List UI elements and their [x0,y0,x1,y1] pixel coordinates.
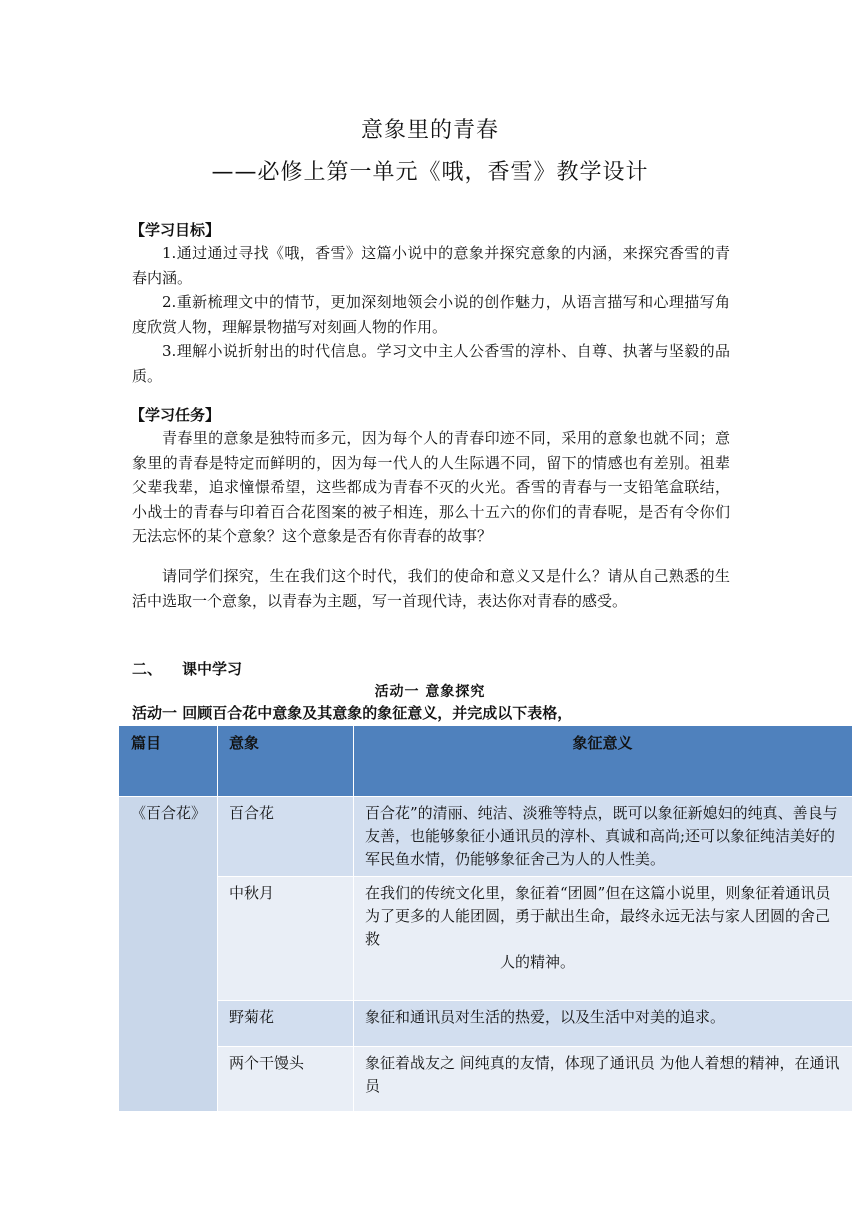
table-divider [119,796,852,797]
image-cell: 中秋月 [217,876,353,1000]
work-cell: 《百合花》 [119,796,217,1111]
activity-instruction: 活动一 回顾百合花中意象及其意象的象征意义，并完成以下表格， [132,704,573,722]
table-divider [217,726,218,1111]
document-subtitle: ——必修上第一单元《哦，香雪》教学设计 [211,160,649,185]
meaning-cell: 百合花”的清丽、纯洁、淡雅等特点，既可以象征新媳妇的纯真、善良与友善，也能够象征小通讯员的淳朴、真诚和高尚;还可以象征纯洁美好的军民鱼水情，仍能够象征舍己为人的人性美。 [353,796,852,876]
goal-item: 3.理解小说折射出的时代信息。学习文中主人公香雪的淳朴、自尊、执著与坚毅的品质。 [132,342,730,385]
image-cell: 百合花 [217,796,353,876]
header-cell-work: 篇目 [119,726,217,796]
image-cell: 两个干馒头 [217,1046,353,1111]
header-cell-image: 意象 [217,726,353,796]
meaning-line: 为了更多的人能团圆，勇于献出生命，最终永远无法与家人团圆的舍己救 [365,907,831,948]
activity-title: 活动一 意象探究 [374,684,486,700]
meaning-line: 在我们的传统文化里，象征着“团圆”但在这篇小说里，则象征着通讯员 [365,884,831,902]
meaning-cell [353,876,852,1000]
table-divider [353,726,354,1111]
table-divider [217,1000,852,1001]
tasks-heading: 【学习任务】 [130,406,221,424]
section-heading [132,658,242,679]
task-paragraph: 青春里的意象是独特而多元，因为每个人的青春印迹不同，采用的意象也就不同；意象里的青春是特定而鲜明的，因为每一代人的人生际遇不同，留下的情感也有差别。祖辈父辈我辈，追求憧憬希望，这些都成为青春不灭的火光。香雪的青春与一支铅笔盒联结，小战士的青春与印着百合花图案的被子相连，那么十五六的你们的青春呢，是否有令你们无法忘怀的某个意象？这个意象是否有你青春的故事？ [132,429,730,545]
meaning-cell: 象征和通讯员对生活的热爱，以及生活中对美的追求。 [353,1000,852,1046]
table-divider [217,876,852,877]
goals-heading: 【学习目标】 [130,221,221,239]
document-title: 意象里的青春 [360,118,499,143]
task-paragraph: 请同学们探究，生在我们这个时代，我们的使命和意义又是什么？请从自己熟悉的生活中选取一个意象，以青春为主题，写一首现代诗，表达你对青春的感受。 [132,567,730,610]
goal-item: 1.通过通过寻找《哦，香雪》这篇小说中的意象并探究意象的内涵，来探究香雪的青春内涵。 [132,244,730,287]
section-title: 课中学习 [182,660,243,678]
image-cell: 野菊花 [217,1000,353,1046]
meaning-cell: 象征着战友之 间纯真的友情，体现了通讯员 为他人着想的精神，在通讯员 [353,1046,852,1111]
table-divider [217,1046,852,1047]
goal-item: 2.重新梳理文中的情节，更加深刻地领会小说的创作魅力，从语言描写和心理描写角度欣赏人物，理解景物描写对刻画人物的作用。 [132,293,730,336]
meaning-line: 人的精神。 [500,953,576,971]
header-cell-meaning: 象征意义 [353,726,852,796]
section-number: 二、 [132,660,163,678]
